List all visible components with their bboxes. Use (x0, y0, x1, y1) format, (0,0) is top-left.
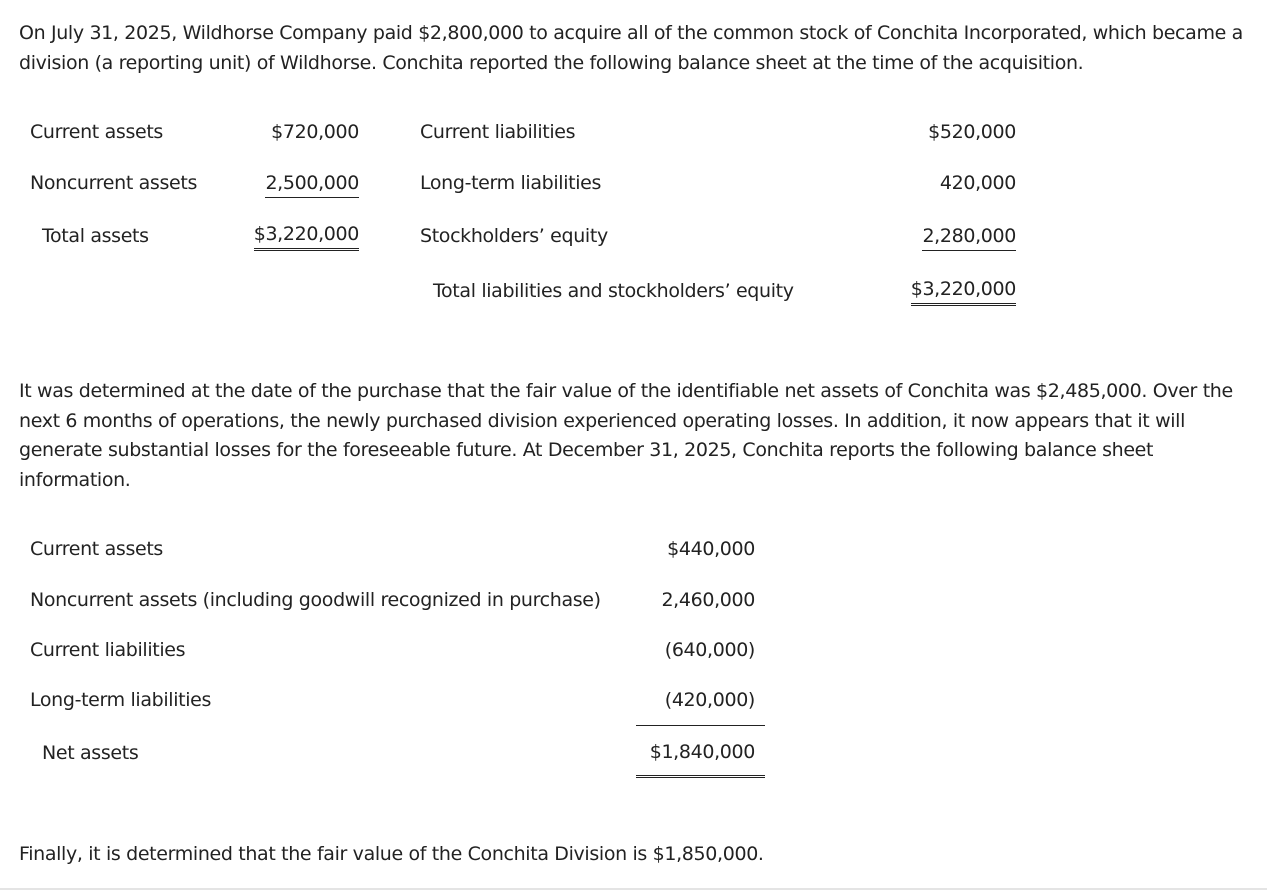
bs1-long-term-liabilities-label: Long-term liabilities (420, 172, 602, 194)
bs1-stockholders-equity-value: 2,280,000 (922, 224, 1016, 251)
bs2-current-assets-value: $440,000 (667, 538, 755, 560)
bs1-current-liabilities-value: $520,000 (928, 121, 1016, 143)
bs1-long-term-liabilities-value: 420,000 (939, 172, 1016, 194)
intro-paragraph: On July 31, 2025, Wildhorse Company paid $2,800,000 to acquire all of the common stock of Conchita Incorporated, which became a division (a reporting unit) of Wildhorse. Conchita reported the following balance sheet at the time of the acquisition. (19, 22, 1243, 74)
bs2-long-term-liabilities-value: (420,000) (664, 689, 755, 711)
total-double-rule (636, 775, 765, 778)
subtotal-rule (636, 725, 765, 726)
bs1-total-assets-value: $3,220,000 (254, 222, 359, 251)
bs2-net-assets-label: Net assets (42, 742, 139, 764)
bs2-current-liabilities-label: Current liabilities (30, 639, 186, 661)
bs2-current-liabilities-value: (640,000) (664, 639, 755, 661)
bs2-noncurrent-assets-label: Noncurrent assets (including goodwill recognized in purchase) (30, 589, 601, 611)
bs1-noncurrent-assets-value: 2,500,000 (265, 171, 359, 198)
bs1-current-liabilities-label: Current liabilities (420, 121, 576, 143)
middle-paragraph: It was determined at the date of the purchase that the fair value of the identifiable net assets of Conchita was $2,485,000. Over the next 6 months of operations, the newly purchased division experienced operating losses. In addition, it now appears that it will generate substantial losses for the foreseeable future. At December 31, 2025, Conchita reports the following balance sheet information. (19, 380, 1233, 491)
bs1-total-liabilities-equity-value: $3,220,000 (911, 277, 1016, 306)
bottom-divider (0, 888, 1267, 890)
bs1-current-assets-label: Current assets (30, 121, 163, 143)
bs1-current-assets-value: $720,000 (271, 121, 359, 143)
bs2-net-assets-value: $1,840,000 (649, 741, 755, 763)
bs2-current-assets-label: Current assets (30, 538, 163, 560)
bs1-noncurrent-assets-label: Noncurrent assets (30, 172, 197, 194)
final-paragraph: Finally, it is determined that the fair value of the Conchita Division is $1,850,000. (19, 843, 764, 865)
bs1-total-liabilities-equity-label: Total liabilities and stockholders’ equity (433, 280, 794, 302)
bs1-total-assets-label: Total assets (42, 225, 149, 247)
bs2-long-term-liabilities-label: Long-term liabilities (30, 689, 212, 711)
bs1-stockholders-equity-label: Stockholders’ equity (420, 225, 608, 247)
bs2-noncurrent-assets-value: 2,460,000 (661, 589, 755, 611)
